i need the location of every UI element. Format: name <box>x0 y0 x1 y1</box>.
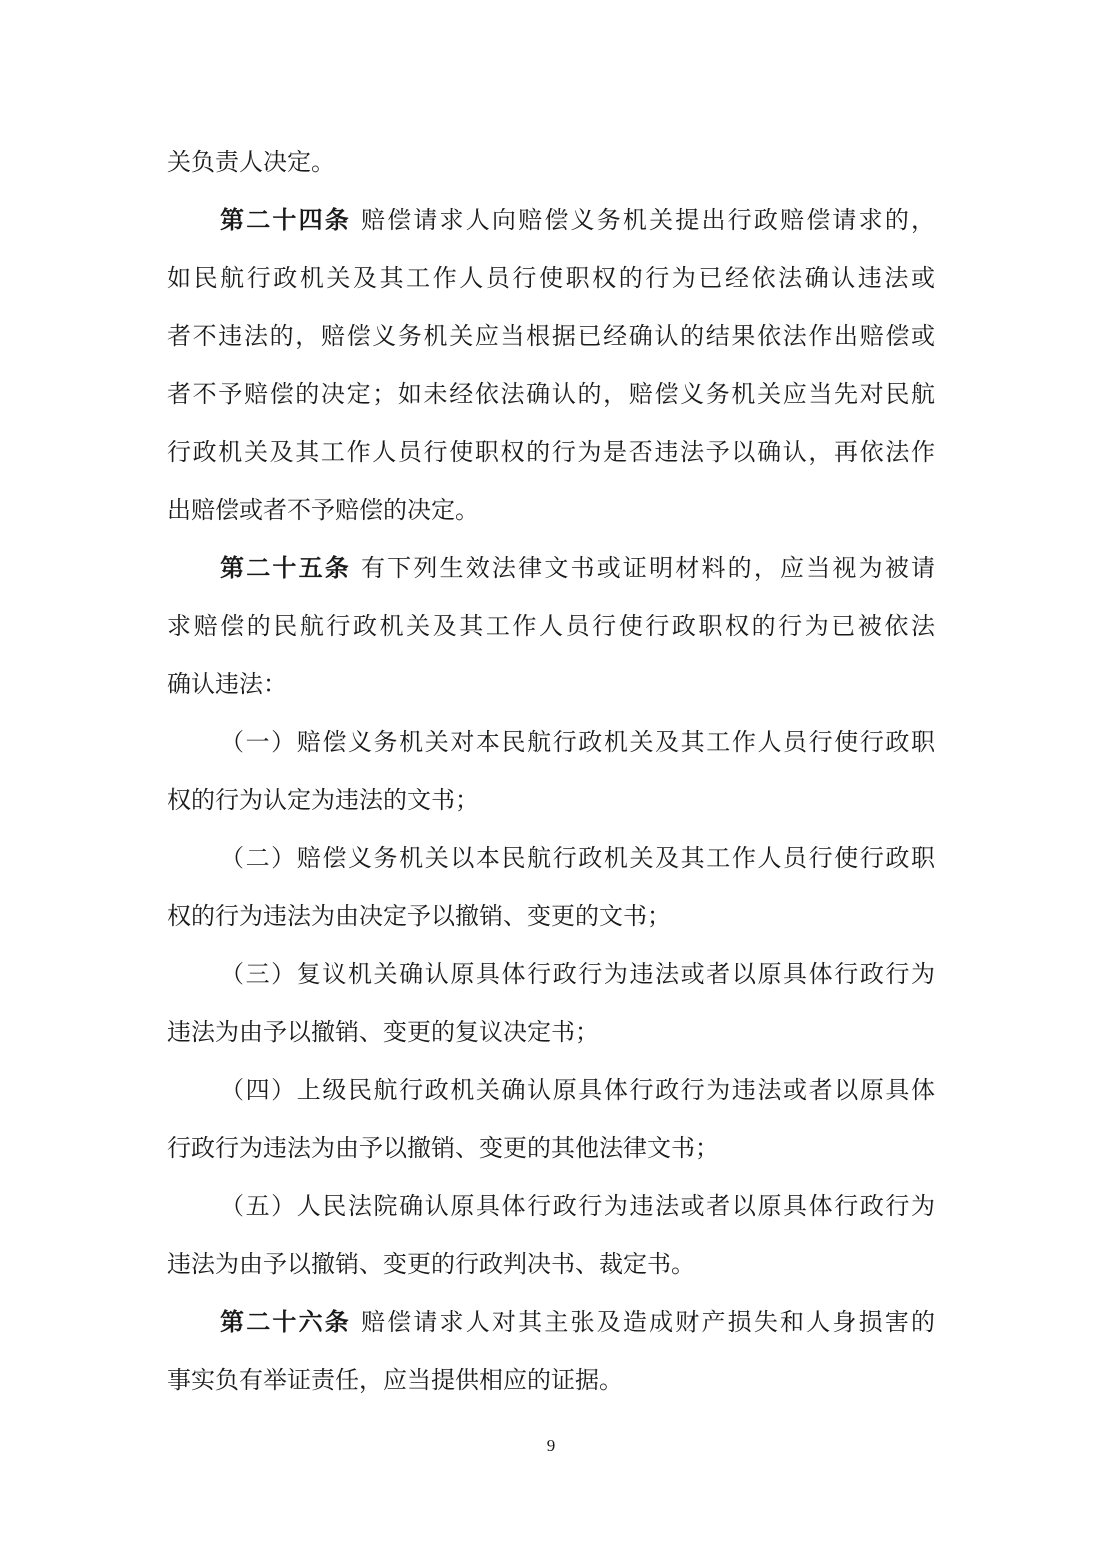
article-26-first-line <box>220 1302 935 1342</box>
list-item-5-line: （五）人民法院确认原具体行政行为违法或者以原具体行政行为 <box>220 1192 935 1220</box>
article-heading: 第二十六条 <box>220 1307 351 1336</box>
text-span: 赔偿请求人对其主张及造成财产损失和人身损害的 <box>360 1308 936 1336</box>
text-line: 者不予赔偿的决定；如未经依法确认的，赔偿义务机关应当先对民航 <box>167 380 935 408</box>
article-heading: 第二十四条 <box>220 205 351 234</box>
text-span: 赔偿请求人向赔偿义务机关提出行政赔偿请求的， <box>360 206 936 234</box>
article-heading: 第二十五条 <box>220 553 351 582</box>
text-span: 有下列生效法律文书或证明材料的，应当视为被请 <box>360 554 936 582</box>
text-line: 权的行为违法为由决定予以撤销、变更的文书； <box>167 902 671 930</box>
text-line: 违法为由予以撤销、变更的复议决定书； <box>167 1018 599 1046</box>
text-line: 确认违法： <box>167 670 287 698</box>
page-number: 9 <box>546 1436 556 1455</box>
text-line: 行政行为违法为由予以撤销、变更的其他法律文书； <box>167 1134 719 1162</box>
text-line: 者不违法的，赔偿义务机关应当根据已经确认的结果依法作出赔偿或 <box>167 322 935 350</box>
text-line: 求赔偿的民航行政机关及其工作人员行使行政职权的行为已被依法 <box>167 612 935 640</box>
list-item-1-line: （一）赔偿义务机关对本民航行政机关及其工作人员行使行政职 <box>220 728 935 756</box>
article-25-first-line <box>220 548 935 588</box>
list-item-3-line: （三）复议机关确认原具体行政行为违法或者以原具体行政行为 <box>220 960 935 988</box>
text-line: 如民航行政机关及其工作人员行使职权的行为已经依法确认违法或 <box>167 264 935 292</box>
text-line: 违法为由予以撤销、变更的行政判决书、裁定书。 <box>167 1250 695 1278</box>
text-line: 关负责人决定。 <box>167 148 335 176</box>
text-line: 事实负有举证责任，应当提供相应的证据。 <box>167 1366 623 1394</box>
list-item-4-line: （四）上级民航行政机关确认原具体行政行为违法或者以原具体 <box>220 1076 935 1104</box>
text-line: 行政机关及其工作人员行使职权的行为是否违法予以确认，再依法作 <box>167 438 935 466</box>
text-line: 权的行为认定为违法的文书； <box>167 786 479 814</box>
list-item-2-line: （二）赔偿义务机关以本民航行政机关及其工作人员行使行政职 <box>220 844 935 872</box>
text-line: 出赔偿或者不予赔偿的决定。 <box>167 496 479 524</box>
article-24-first-line <box>220 200 935 240</box>
